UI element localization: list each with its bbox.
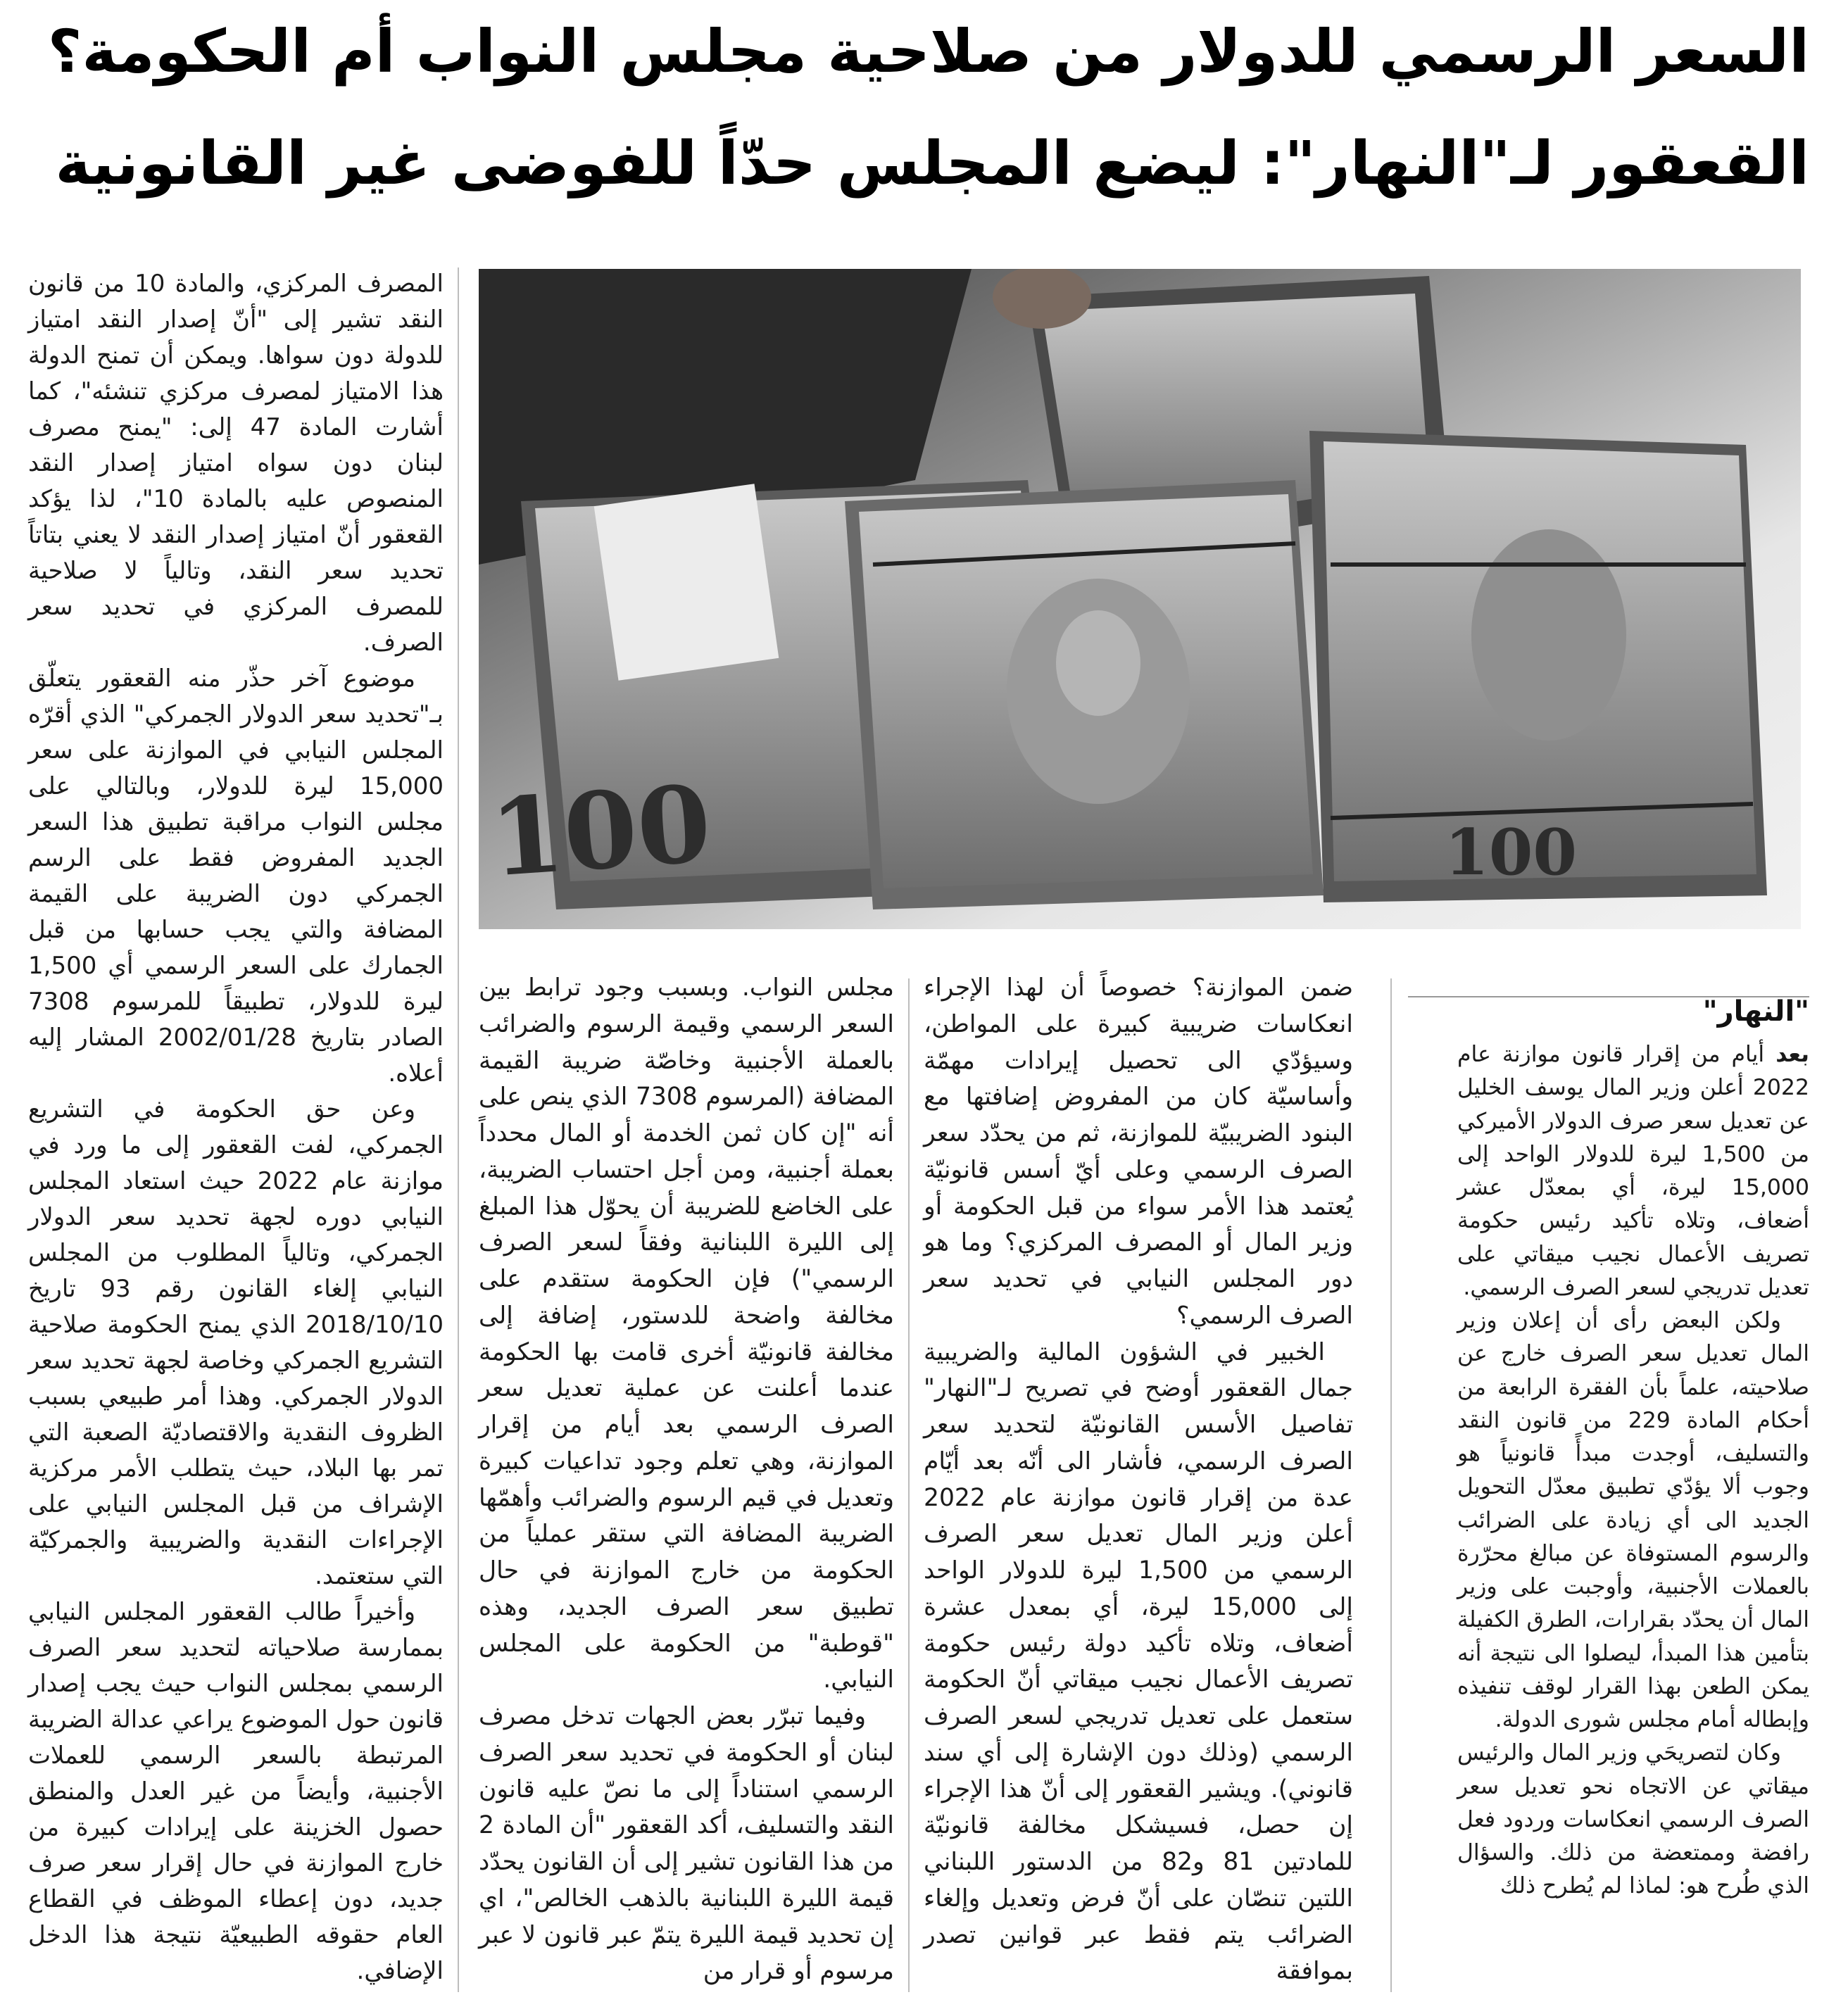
column-divider: [1390, 978, 1392, 1992]
byline: "النهار": [1702, 995, 1809, 1028]
article-column-3: [479, 970, 894, 1998]
headline-line-1: السعر الرسمي للدولار من صلاحية مجلس النواب أم الحكومة؟: [47, 17, 1809, 86]
money-photo: [479, 269, 1801, 929]
right-stack: [1309, 431, 1767, 902]
column-divider: [908, 978, 910, 1992]
center-stack: [845, 480, 1324, 909]
banknotes-illustration: [479, 269, 1801, 929]
paragraph: وفيما تبرّر بعض الجهات تدخل مصرف لبنان أو الحكومة في تحديد سعر الصرف الرسمي استناداً إلى ما نصّ عليه قانون النقد والتسليف، أكد القعقور "أن المادة 2 من هذا القانون تشير إلى أن القانون يحدّد قيمة الليرة اللبنانية بالذهب الخالص"، اي إن تحديد قيمة الليرة يتمّ عبر قانون لا عبر مرسوم أو قرار من: [479, 1702, 894, 1986]
lead-word: بعد: [1775, 1042, 1809, 1067]
paragraph: المصرف المركزي، والمادة 10 من قانون النقد تشير إلى "أنّ إصدار النقد امتياز للدولة دون سواها. ويمكن أن تمنح الدولة هذا الامتياز لمصرف مركزي تنشئه"، كما أشارت المادة 47 إلى: "يمنح مصرف لبنان دون سواه امتياز إصدار النقد المنصوص عليه بالمادة 10"، لذا يؤكد القعقور أنّ امتياز إصدار النقد لا يعني بتاتاً تحديد سعر النقد، وتالياً لا صلاحية للمصرف المركزي في تحديد سعر الصرف.: [28, 270, 444, 657]
paragraph: ضمن الموازنة؟ خصوصاً أن لهذا الإجراء انعكاسات ضريبية كبيرة على المواطن، وسيؤدّي الى تحصيل إيرادات مهمّة وأساسيّة كان من المفروض إضافتها مع البنود الضريبيّة للموازنة، ثم من يحدّد سعر الصرف الرسمي وعلى أيّ أسس قانونيّة يُعتمد هذا الأمر سواء من قبل الحكومة أو وزير المال أو المصرف المركزي؟ وما هو دور المجلس النيابي في تحديد سعر الصرف الرسمي؟: [924, 974, 1353, 1330]
paragraph: وكان لتصريحَي وزير المال والرئيس ميقاتي عن الاتجاه نحو تعديل سعر الصرف الرسمي انعكاسات وردود فعل رافضة وممتعضة من ذلك. والسؤال الذي طُرح هو: لماذا لم يُطرح ذلك: [1457, 1740, 1809, 1899]
paragraph: وعن حق الحكومة في التشريع الجمركي، لفت القعقور إلى ما ورد في موازنة عام 2022 حيث استعاد المجلس النيابي دوره لجهة تحديد سعر الدولار الجمركي، وتالياً المطلوب من المجلس النيابي إلغاء القانون رقم 93 تاريخ 2018/10/10 الذي يمنح الحكومة صلاحية التشريع الجمركي وخاصة لجهة تحديد سعر الدولار الجمركي. وهذا أمر طبيعي بسبب الظروف النقدية والاقتصاديّة الصعبة التي تمر بها البلاد، حيث يتطلب الأمر مركزية الإشراف من قبل المجلس النيابي على الإجراءات النقدية والضريبية والجمركيّة التي ستعتمد.: [28, 1095, 444, 1590]
paragraph: الخبير في الشؤون المالية والضريبية جمال القعقور أوضح في تصريح لـ"النهار" تفاصيل الأسس القانونيّة لتحديد سعر الصرف الرسمي، فأشار الى أنّه بعد أيّام عدة من إقرار قانون موازنة عام 2022 أعلن وزير المال تعديل سعر الصرف الرسمي من 1,500 ليرة للدولار الواحد إلى 15,000 ليرة، أي بمعدل عشرة أضعاف، وتلاه تأكيد دولة رئيس حكومة تصريف الأعمال نجيب ميقاتي أنّ الحكومة ستعمل على تعديل تدريجي لسعر الصرف الرسمي (وذلك دون الإشارة إلى أي سند قانوني). ويشير القعقور إلى أنّ هذا الإجراء إن حصل، فسيشكل مخالفة قانونيّة للمادتين 81 و82 من الدستور اللبناني اللتين تنصّان على أنّ فرض وتعديل وإلغاء الضرائب يتم فقط عبر قوانين تصدر بموافقة: [924, 1337, 1353, 1986]
article-column-4: [28, 266, 444, 1998]
paragraph: وأخيراً طالب القعقور المجلس النيابي بممارسة صلاحياته لتحديد سعر الصرف الرسمي بمجلس النواب حيث يجب إصدار قانون حول الموضوع يراعي عدالة الضريبة المرتبطة بالسعر الرسمي للعملات الأجنبية، وأيضاً من غير العدل والمنطق حصول الخزينة على إيرادات كبيرة من خارج الموازنة في حال إقرار سعر صرف جديد، دون إعطاء الموظف في القطاع العام حقوقه الطبيعيّة نتيجة هذا الدخل الإضافي.: [28, 1598, 444, 1985]
paragraph: موضوع آخر حذّر منه القعقور يتعلّق بـ"تحديد سعر الدولار الجمركي" الذي أقرّه المجلس النيابي في الموازنة على سعر 15,000 ليرة للدولار، وبالتالي على مجلس النواب مراقبة تطبيق هذا السعر الجديد المفروض فقط على الرسم الجمركي دون الضريبة على القيمة المضافة والتي يجب حسابها من قبل الجمارك على السعر الرسمي أي 1,500 ليرة للدولار، تطبيقاً للمرسوم 7308 الصادر بتاريخ 2002/01/28 المشار إليه أعلاه.: [28, 665, 444, 1088]
article-column-1: [1457, 1038, 1809, 1996]
column-divider: [458, 267, 459, 1992]
banknote-denomination: 100: [486, 762, 715, 901]
banknote-denomination-2: 100: [1445, 815, 1577, 890]
article-column-2: [924, 970, 1353, 1998]
paragraph: مجلس النواب. وبسبب وجود ترابط بين السعر الرسمي وقيمة الرسوم والضرائب بالعملة الأجنبية وخاصّة ضريبة القيمة المضافة (المرسوم 7308 الذي ينص على أنه "إن كان ثمن الخدمة أو المال محدداً بعملة أجنبية، ومن أجل احتساب الضريبة، على الخاضع للضريبة أن يحوّل هذا المبلغ إلى الليرة اللبنانية وفقاً لسعر الصرف الرسمي") فإن الحكومة ستقدم على مخالفة واضحة للدستور، إضافة إلى مخالفة قانونيّة أخرى قامت بها الحكومة عندما أعلنت عن عملية تعديل سعر الصرف الرسمي بعد أيام من إقرار الموازنة، وهي تعلم وجود تداعيات كبيرة وتعديل في قيم الرسوم والضرائب وأهمّها الضريبة المضافة التي ستقر عملياً من الحكومة من خارج الموازنة في حال تطبيق سعر الصرف الجديد، وهذه "قوطبة" من الحكومة على المجلس النيابي.: [479, 974, 894, 1694]
headline-line-2: القعقور لـ"النهار": ليضع المجلس حدّاً للفوضى غير القانونية: [55, 129, 1809, 199]
paragraph: ولكن البعض رأى أن إعلان وزير المال تعديل سعر الصرف خارج عن صلاحيته، علماً بأن الفقرة الرابعة من أحكام المادة 229 من قانون النقد والتسليف، أوجدت مبدأً قانونياً هو وجوب ألا يؤدّي تطبيق معدّل التحويل الجديد الى أي زيادة على الضرائب والرسوم المستوفاة عن مبالغ محرّرة بالعملات الأجنبية، وأوجبت على وزير المال أن يحدّد بقرارات، الطرق الكفيلة بتأمين هذا المبدأ، ليصلوا الى نتيجة أنه يمكن الطعن بهذا القرار لوقف تنفيذه وإبطاله أمام مجلس شورى الدولة.: [1457, 1308, 1810, 1732]
paragraph: [1457, 1038, 1809, 1304]
paragraph-text: أيام من إقرار قانون موازنة عام 2022 أعلن وزير المال يوسف الخليل عن تعديل سعر صرف الدولار الأميركي من 1,500 ليرة للدولار الواحد إلى 15,000 ليرة، أي بمعدّل عشر أضعاف، وتلاه تأكيد رئيس حكومة تصريف الأعمال نجيب ميقاتي على تعديل تدريجي لسعر الصرف الرسمي.: [1457, 1042, 1809, 1300]
